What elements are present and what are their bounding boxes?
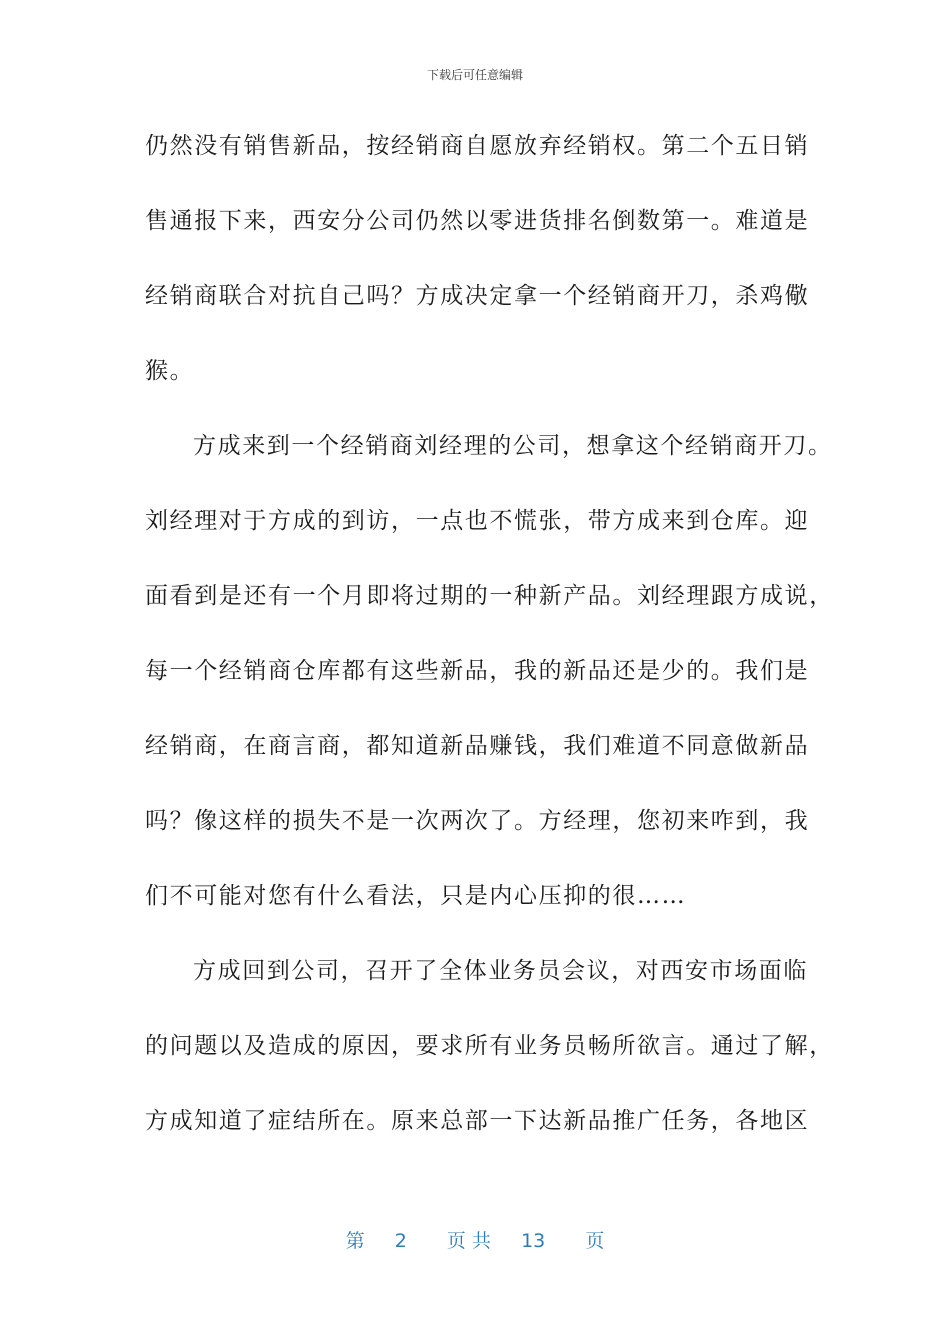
current-page-number: 2 (394, 1230, 407, 1252)
paragraph-first-line: 方成来到一个经销商刘经理的公司，想拿这个经销商开刀。 (193, 433, 833, 459)
text-line: 经销商，在商言商，都知道新品赚钱，我们难道不同意做新品 (145, 733, 810, 759)
footer-prefix: 第 (345, 1230, 365, 1252)
text-line: 售通报下来，西安分公司仍然以零进货排名倒数第一。难道是 (145, 208, 810, 234)
text-line: 每一个经销商仓库都有这些新品，我的新品还是少的。我们是 (145, 658, 810, 684)
text-line: 经销商联合对抗自己吗？方成决定拿一个经销商开刀，杀鸡儆 (145, 283, 810, 309)
paragraph-first-line: 方成回到公司，召开了全体业务员会议，对西安市场面临 (193, 958, 808, 984)
text-line: 方成知道了症结所在。原来总部一下达新品推广任务，各地区 (145, 1108, 810, 1134)
text-line: 刘经理对于方成的到访，一点也不慌张，带方成来到仓库。迎 (145, 508, 810, 534)
text-line: 们不可能对您有什么看法，只是内心压抑的很…… (145, 883, 687, 909)
footer-suffix: 页 (585, 1230, 605, 1252)
text-line: 吗？像这样的损失不是一次两次了。方经理，您初来咋到，我 (145, 808, 810, 834)
text-line: 仍然没有销售新品，按经销商自愿放弃经销权。第二个五日销 (145, 133, 810, 159)
header-note: 下载后可任意编辑 (426, 68, 523, 82)
total-pages-number: 13 (521, 1230, 546, 1252)
document-body (145, 128, 834, 1178)
text-line: 的问题以及造成的原因，要求所有业务员畅所欲言。通过了解， (145, 1033, 834, 1059)
text-line: 面看到是还有一个月即将过期的一种新产品。刘经理跟方成说， (145, 583, 834, 609)
page-footer (0, 1226, 950, 1253)
footer-middle: 页 共 (446, 1230, 491, 1252)
text-line: 猴。 (145, 358, 195, 384)
